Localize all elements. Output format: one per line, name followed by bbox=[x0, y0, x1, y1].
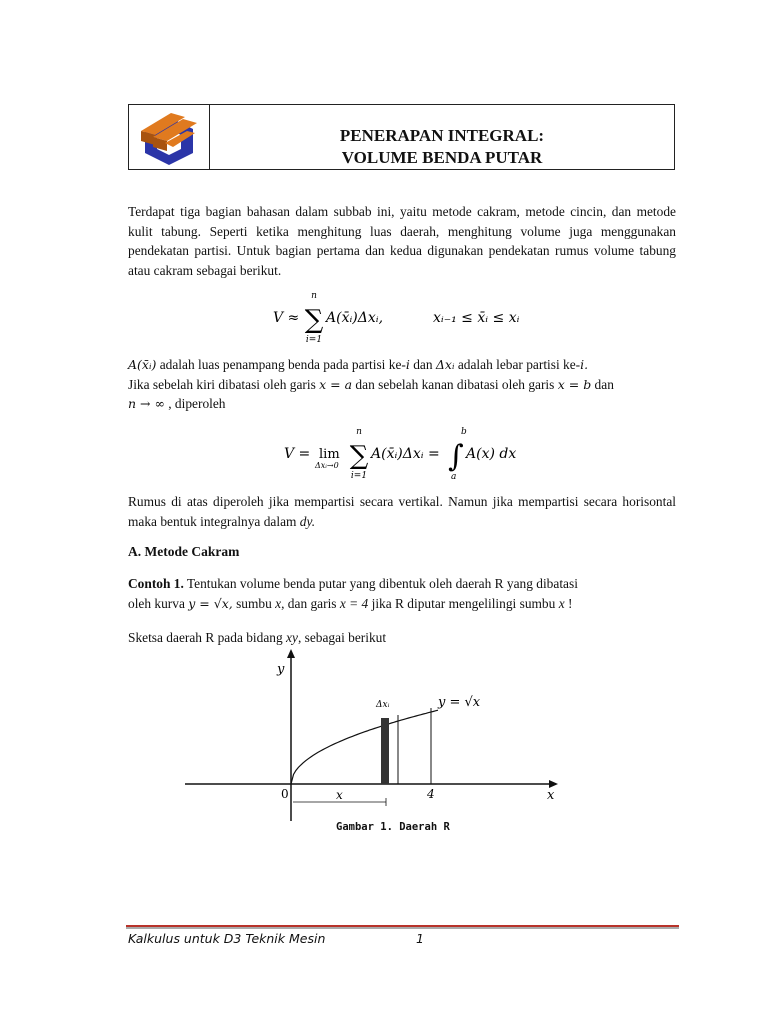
figure-caption: Gambar 1. Daerah R bbox=[336, 821, 450, 833]
example-x2: x bbox=[558, 595, 565, 611]
y-axis-arrow-icon bbox=[287, 649, 295, 658]
p2-line2-c: dan sebelah kanan dibatasi oleh garis bbox=[352, 376, 558, 392]
p2-i2: i. bbox=[580, 357, 589, 372]
eq2-sigma-icon: ∑ bbox=[349, 441, 369, 471]
eq2-sum-upper: n bbox=[356, 427, 362, 437]
paragraph-3 bbox=[128, 492, 676, 531]
delta-x-label: Δxᵢ bbox=[376, 700, 390, 710]
eq2-lim: lim bbox=[319, 447, 340, 462]
eq1-sum-upper: n bbox=[311, 291, 317, 301]
x-axis-label: x bbox=[547, 788, 555, 803]
example-text-d: , dan garis bbox=[281, 595, 340, 611]
four-label: 4 bbox=[427, 787, 435, 801]
x-axis-arrow-icon bbox=[549, 780, 558, 788]
curve-label: y = √x bbox=[438, 695, 481, 710]
paragraph-2 bbox=[128, 355, 676, 414]
example-text-c: sumbu bbox=[232, 595, 276, 611]
page-title bbox=[210, 125, 674, 169]
p2-lebar: adalah lebar partisi ke- bbox=[454, 357, 581, 372]
example-text-f: ! bbox=[564, 595, 573, 611]
p2-text: adalah luas penampang benda pada partisi ke- bbox=[156, 357, 406, 372]
section-heading: A. Metode Cakram bbox=[128, 544, 240, 559]
footer-rule bbox=[126, 925, 679, 929]
eq2-sum-lower: i=1 bbox=[350, 471, 368, 481]
equation-2 bbox=[128, 424, 676, 484]
p2-dx: Δxᵢ bbox=[435, 357, 455, 372]
eq2-body: A(x̄ᵢ)Δxᵢ = bbox=[371, 446, 440, 462]
p2-line2-e: dan bbox=[591, 376, 614, 392]
sketch-text-b: , sebagai berikut bbox=[297, 630, 387, 645]
figure-region-r bbox=[180, 645, 570, 825]
p2-x-eq-a: x = a bbox=[319, 376, 353, 392]
p2-i: i bbox=[405, 357, 410, 372]
title-line-1: PENERAPAN INTEGRAL: bbox=[339, 126, 545, 145]
institution-logo-icon bbox=[137, 109, 201, 167]
eq1-sigma-icon: ∑ bbox=[304, 305, 324, 335]
p3-text: Rumus di atas diperoleh jika mempartisi secara vertikal. Namun jika mempartisi secara horisontal maka bentuk integralnya dalam bbox=[128, 494, 676, 529]
footer-page-number: 1 bbox=[416, 931, 424, 946]
eq2-int-lower: a bbox=[451, 472, 457, 482]
eq1-condition: xᵢ₋₁ ≤ x̄ᵢ ≤ xᵢ bbox=[433, 310, 520, 326]
title-line-2: VOLUME BENDA PUTAR bbox=[341, 148, 543, 167]
eq1-body: A(x̄ᵢ)Δxᵢ, bbox=[326, 310, 384, 326]
example-paragraph bbox=[128, 574, 676, 613]
eq2-integral-icon: ∫ bbox=[448, 439, 464, 474]
eq1-sum-lower: i=1 bbox=[305, 335, 323, 345]
intro-paragraph: Terdapat tiga bagian bahasan dalam subbab ini, yaitu metode cakram, metode cincin, dan metode kulit tabung. Seperti ketika menghitung luas daerah, menghitung volume juga menggunakan pendekatan partisi. Untuk bagian pertama dan kedua digunakan pendekatan rumus volume tabung atau cakram sebagai berikut. bbox=[128, 204, 676, 278]
p2-n-inf: n → ∞ bbox=[128, 396, 165, 411]
example-text-a: Tentukan volume benda putar yang dibentuk oleh daerah R yang dibatasi bbox=[183, 576, 578, 591]
eq2-lim-sub: Δxᵢ→0 bbox=[315, 461, 339, 470]
sketch-text-a: Sketsa daerah R pada bidang bbox=[128, 630, 287, 645]
example-x1: x bbox=[275, 595, 282, 611]
x-mark-label: x bbox=[336, 788, 343, 802]
sqrt-curve bbox=[291, 710, 438, 784]
example-text-b: oleh kurva bbox=[128, 595, 189, 611]
p2-x-eq-b: x = b bbox=[557, 376, 592, 392]
eq2-lhs: V = bbox=[284, 446, 311, 462]
p3-dy: dy. bbox=[299, 513, 316, 529]
eq1-lhs: V ≈ bbox=[273, 310, 300, 326]
eq2-int-upper: b bbox=[461, 427, 467, 437]
p2-diperoleh: , diperoleh bbox=[164, 396, 226, 411]
example-line: x = 4 bbox=[339, 595, 369, 611]
p2-a-xbar: A(x̄ᵢ) bbox=[128, 357, 157, 372]
example-label: Contoh 1. bbox=[128, 576, 184, 591]
equation-1 bbox=[128, 288, 676, 348]
eq2-integrand: A(x) dx bbox=[466, 446, 517, 462]
p2-line2-a: Jika sebelah kiri dibatasi oleh garis bbox=[128, 376, 320, 392]
header-box bbox=[128, 104, 675, 170]
example-text-e: jika R diputar mengelilingi sumbu bbox=[368, 595, 559, 611]
example-curve: y = √x, bbox=[188, 595, 233, 611]
y-axis-label: y bbox=[277, 662, 285, 677]
partition-strip bbox=[381, 718, 389, 784]
origin-label: 0 bbox=[281, 787, 289, 801]
sketch-xy: xy bbox=[286, 630, 298, 645]
logo-cell bbox=[129, 105, 210, 169]
footer-book-title: Kalkulus untuk D3 Teknik Mesin bbox=[128, 931, 326, 946]
p2-dan: dan bbox=[409, 357, 436, 372]
